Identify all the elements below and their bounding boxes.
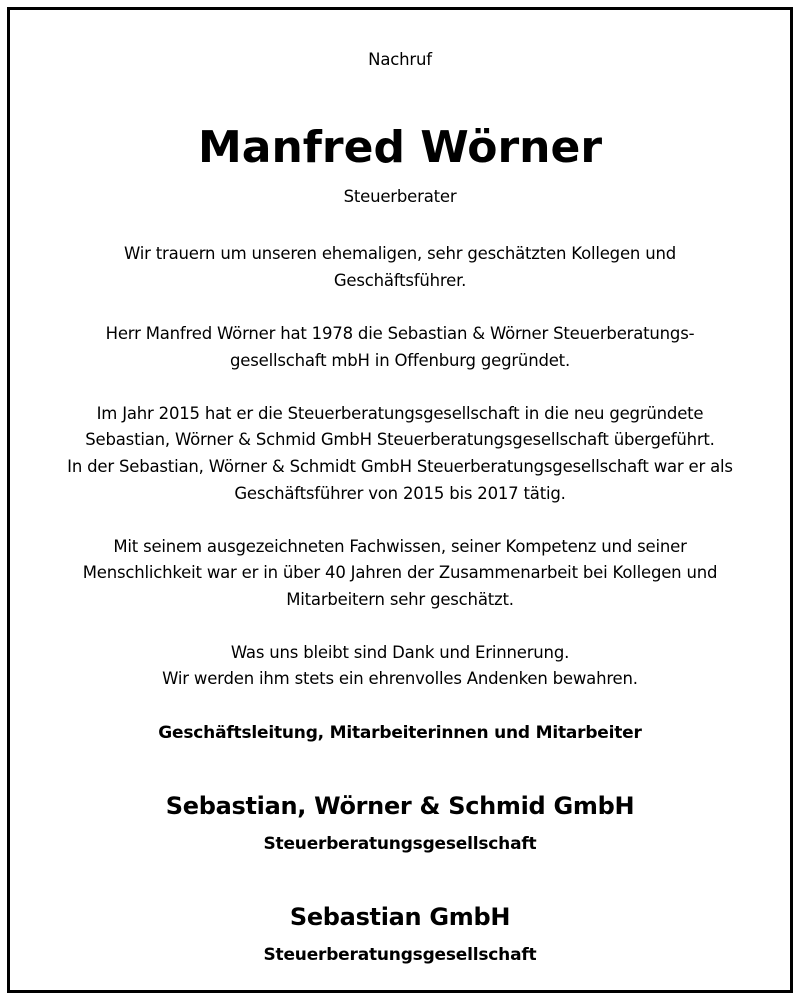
company-type: Steuerberatungsgesellschaft	[263, 834, 537, 854]
company-type: Steuerberatungsgesellschaft	[263, 945, 537, 965]
obituary-notice	[7, 7, 793, 993]
paragraph-line: Wir werden ihm stets ein ehrenvolles Andenken bewahren.	[162, 669, 638, 688]
deceased-name: Manfred Wörner	[197, 122, 603, 173]
paragraph-line: Was uns bleibt sind Dank und Erinnerung.	[230, 643, 570, 662]
notice-heading: Nachruf	[368, 50, 432, 69]
signatories: Geschäftsleitung, Mitarbeiterinnen und Mitarbeiter	[158, 723, 642, 743]
paragraph-line: Mitarbeitern sehr geschätzt.	[286, 590, 514, 609]
paragraph-line: In der Sebastian, Wörner & Schmidt GmbH Steuerberatungsgesellschaft war er als	[67, 457, 733, 476]
paragraph-line: Geschäftsführer von 2015 bis 2017 tätig.	[234, 484, 566, 503]
paragraph-line: Geschäftsführer.	[333, 271, 467, 290]
company-name: Sebastian GmbH	[289, 903, 511, 931]
paragraph-line: gesellschaft mbH in Offenburg gegründet.	[230, 351, 570, 370]
company-name: Sebastian, Wörner & Schmid GmbH	[165, 792, 635, 820]
paragraph-line: Im Jahr 2015 hat er die Steuerberatungsgesellschaft in die neu gegründete	[96, 404, 704, 423]
paragraph-line: Herr Manfred Wörner hat 1978 die Sebastian & Wörner Steuerberatungs-	[105, 324, 695, 343]
deceased-profession: Steuerberater	[343, 187, 457, 206]
paragraph-line: Wir trauern um unseren ehemaligen, sehr geschätzten Kollegen und	[123, 244, 676, 263]
paragraph-line: Menschlichkeit war er in über 40 Jahren der Zusammenarbeit bei Kollegen und	[82, 563, 718, 582]
paragraph-line: Sebastian, Wörner & Schmid GmbH Steuerberatungsgesellschaft übergeführt.	[85, 430, 715, 449]
paragraph-line: Mit seinem ausgezeichneten Fachwissen, seiner Kompetenz und seiner	[113, 537, 687, 556]
